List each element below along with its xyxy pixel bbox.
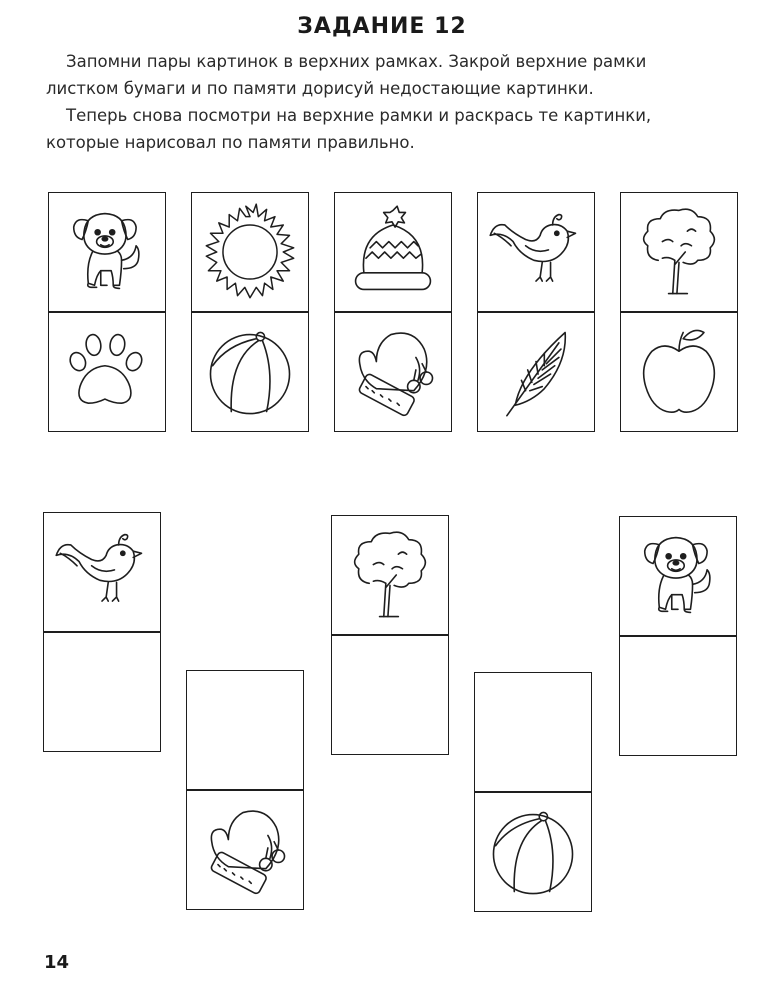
sun-icon [192, 193, 308, 311]
recall-3-top-frame [331, 515, 449, 635]
tree-icon [621, 193, 737, 311]
mitten-icon [187, 791, 303, 909]
mitten-icon [335, 313, 451, 431]
pair-5-top-frame [620, 192, 738, 312]
recall-4-bottom-frame [474, 792, 592, 912]
bird-icon [478, 193, 594, 311]
recall-2-bottom-frame [186, 790, 304, 910]
pair-2-bottom-frame [191, 312, 309, 432]
recall-5-bottom-frame [619, 636, 737, 756]
instruction-line-4: которые нарисовал по памяти правильно. [46, 133, 415, 152]
paw-print-icon [49, 313, 165, 431]
pair-2-top-frame [191, 192, 309, 312]
feather-icon [478, 313, 594, 431]
ball-icon [475, 793, 591, 911]
recall-5-top-frame [619, 516, 737, 636]
pair-3-top-frame [334, 192, 452, 312]
task-title: ЗАДАНИЕ 12 [297, 14, 467, 39]
bird-icon [44, 513, 160, 631]
recall-3-bottom-frame [331, 635, 449, 755]
page-number: 14 [44, 952, 70, 973]
instruction-line-1: Запомни пары картинок в верхних рамках. Закрой верхние рамки [66, 52, 647, 71]
instruction-line-2: листком бумаги и по памяти дорисуй недостающие картинки. [46, 79, 594, 98]
recall-4-top-frame [474, 672, 592, 792]
apple-icon [621, 313, 737, 431]
puppy-icon [49, 193, 165, 311]
pair-1-top-frame [48, 192, 166, 312]
task-instructions [46, 48, 746, 156]
pair-1-bottom-frame [48, 312, 166, 432]
winter-hat-icon [335, 193, 451, 311]
pair-5-bottom-frame [620, 312, 738, 432]
pair-3-bottom-frame [334, 312, 452, 432]
recall-1-top-frame [43, 512, 161, 632]
tree-icon [332, 516, 448, 634]
instruction-line-3: Теперь снова посмотри на верхние рамки и раскрась те картинки, [66, 106, 652, 125]
puppy-icon [620, 517, 736, 635]
recall-1-bottom-frame [43, 632, 161, 752]
ball-icon [192, 313, 308, 431]
pair-4-top-frame [477, 192, 595, 312]
recall-2-top-frame [186, 670, 304, 790]
pair-4-bottom-frame [477, 312, 595, 432]
